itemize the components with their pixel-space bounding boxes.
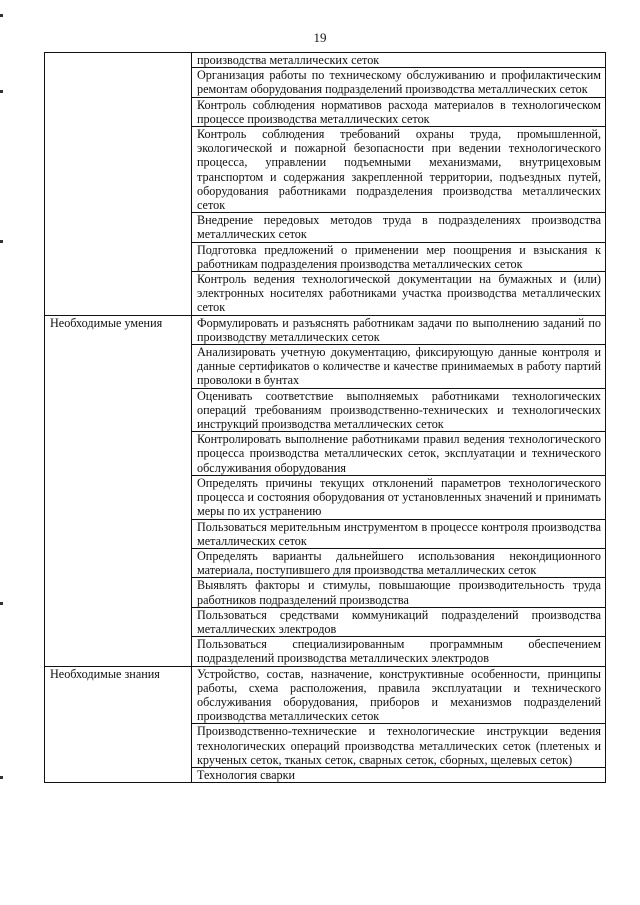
section-item: Контроль соблюдения требований охраны труда, промышленной, экологической и пожарной безопасности при ведении технологического процесса, управлении подъемными механизмами, внутрицеховым транспортом и содержания закрепленной территории, подъездных путей, оборудования работниками подразделения производства металлических сеток: [192, 127, 606, 213]
section-item: производства металлических сеток: [192, 53, 606, 68]
section-item: Контроль соблюдения нормативов расхода материалов в технологическом процессе производства металлических сеток: [192, 97, 606, 126]
section-item: Формулировать и разъяснять работникам задачи по выполнению заданий по производству металлических сеток: [192, 315, 606, 344]
section-item: Определять варианты дальнейшего использования некондиционного материала, поступившего для производства металлических сеток: [192, 548, 606, 577]
scan-mark: [0, 776, 3, 779]
section-item: Организация работы по техническому обслуживанию и профилактическим ремонтам оборудования подразделений производства металлических сеток: [192, 68, 606, 97]
table-row: [45, 53, 606, 68]
section-item: Производственно-технические и технологические инструкции ведения технологических операций производства металлических сеток (плетеных и крученых сеток, тканых сеток, сварных сеток, сборных, щелевых сеток): [192, 724, 606, 768]
section-item: Подготовка предложений о применении мер поощрения и взыскания к работникам подразделения производства металлических сеток: [192, 242, 606, 271]
scan-mark: [0, 14, 3, 17]
scan-mark: [0, 90, 3, 93]
section-item: Определять причины текущих отклонений параметров технологического процесса и состояния оборудования от установленных значений и принимать меры по их устранению: [192, 475, 606, 519]
section-label: Необходимые умения: [45, 315, 192, 666]
section-item: Выявлять факторы и стимулы, повышающие производительность труда работников подразделений производства: [192, 578, 606, 607]
section-item: Контроль ведения технологической документации на бумажных и (или) электронных носителях работниками участка производства металлических сеток: [192, 272, 606, 316]
section-item: Пользоваться специализированным программным обеспечением подразделений производства металлических электродов: [192, 637, 606, 666]
section-item: Оценивать соответствие выполняемых работниками технологических операций требованиям производственно-технических и технологических инструкций производства металлических сеток: [192, 388, 606, 432]
section-item: Контролировать выполнение работниками правил ведения технологического процесса производства металлических сеток, эксплуатации и технического обслуживания оборудования: [192, 432, 606, 476]
section-label: [45, 53, 192, 316]
scan-mark: [0, 240, 3, 243]
section-item: Внедрение передовых методов труда в подразделениях производства металлических сеток: [192, 213, 606, 242]
section-item: Пользоваться мерительным инструментом в процессе контроля производства металлических сеток: [192, 519, 606, 548]
section-item: Пользоваться средствами коммуникаций подразделений производства металлических электродов: [192, 607, 606, 636]
section-label: Необходимые знания: [45, 666, 192, 783]
section-item: Устройство, состав, назначение, конструктивные особенности, принципы работы, схема расположения, правила эксплуатации и технического обслуживания оборудования, приборов и механизмов подразделений производства металлических сеток: [192, 666, 606, 724]
table-row: [45, 666, 606, 724]
page-number: 19: [313, 30, 327, 45]
section-item: Анализировать учетную документацию, фиксирующую данные контроля и данные сертификатов о количестве и качестве принимаемых в работу партий проволоки в бунтах: [192, 345, 606, 389]
competency-table: [44, 52, 606, 783]
scan-mark: [0, 602, 3, 605]
table-row: [45, 315, 606, 344]
section-item: Технология сварки: [192, 767, 606, 782]
competency-table-body: [45, 53, 606, 783]
